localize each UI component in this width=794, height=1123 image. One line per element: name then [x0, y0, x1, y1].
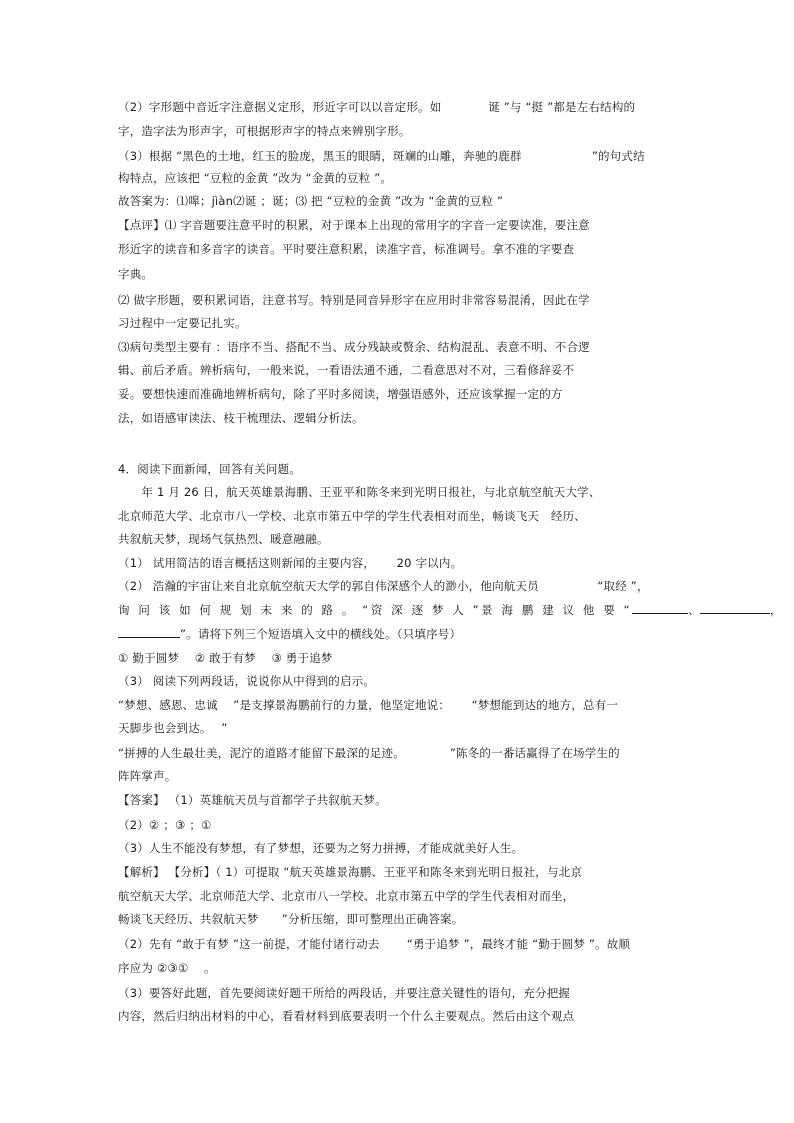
analysis-line: 序应为 ②③① 。: [118, 961, 216, 975]
analysis-line: 内容，然后归纳出材料的中心，看看材料到底要表明一个什么主要观点。然后由这个观点: [118, 1009, 575, 1023]
analysis-line: 航空航天大学、北京师范大学、北京市八一学校、北京市第五中学的学生代表相对而坐，: [118, 889, 575, 903]
text-line: “梦想、感恩、忠诚 ”是支撑景海鹏前行的力量，他坚定地说： “梦想能到达的地方，总有一: [118, 698, 619, 712]
analysis-line: 【解析】 【分析】（ 1）可提取 “航天英雄景海鹏、王亚平和陈冬来到光明日报社，与北京: [118, 865, 583, 879]
answer-line: （3）人生不能没有梦想，有了梦想，还要为之努力拼搏，才能成就美好人生。: [118, 841, 524, 855]
text-line: （3） 阅读下列两段话，说说你从中得到的启示。: [118, 674, 376, 688]
text-line: （2） 浩瀚的宇宙让来自北京航空航天大学的郭自伟深感个人的渺小，他向航天员 “取经 ”，: [118, 579, 649, 593]
question-heading: 4．阅读下面新闻，回答有关问题。: [118, 462, 302, 476]
fill-blank[interactable]: [118, 626, 180, 638]
text-line: 天脚步也会到达。 ”: [118, 721, 228, 735]
text-line: ① 勤于圆梦 ② 敢于有梦 ③ 勇于追梦: [118, 651, 333, 665]
text-line: 形近字的读音和多音字的读音。平时要注意积累，读准字音，标准调号。拿不准的字要查: [118, 242, 575, 256]
text-segment: ，: [769, 603, 782, 617]
text-line: 北京师范大学、北京市八一学校、北京市第五中学的学生代表相对而坐，畅谈飞天 经历、: [118, 509, 586, 523]
text-segment: 、: [688, 603, 700, 617]
text-line: 习过程中一定要记扎实。: [118, 316, 247, 330]
fill-blank[interactable]: [632, 602, 688, 614]
text-line: “拼搏的人生最壮美，泥泞的道路才能留下最深的足迹。 ”陈冬的一番话赢得了在场学生的: [118, 746, 620, 760]
analysis-line: （2）先有 “敢于有梦 ”这一前提，才能付诸行动去 “勇于追梦 ”，最终才能 “勤于圆梦 ”。故顺: [118, 937, 631, 951]
text-line: 法，如语感审读法、枝干梳理法、逻辑分析法。: [118, 411, 364, 425]
text-line: （2）字形题中音近字注意据义定形，形近字可以以音定形。如 诞 ”与 “挺 ”都是左右结构的: [118, 100, 636, 114]
text-line: 辑、前后矛盾。辨析病句，一般来说，一看语法通不通，二看意思对不对，三看修辞妥不: [118, 363, 575, 377]
text-segment: ”。请将下列三个短语填入文中的横线处。（只填序号）: [180, 627, 462, 641]
analysis-line: 畅谈飞天经历、共叙航天梦 ”分析压缩，即可整理出正确答案。: [118, 912, 464, 926]
text-segment: 询 问 该 如 何 规 划 未 来 的 路 。 “资 深 逐 梦 人 ”景 海 鹏 建 议 他 要 “: [118, 603, 633, 617]
text-line: 构特点，应该把 “豆粒的金黄 ”改为 “金黄的豆粒 ”。: [118, 171, 393, 185]
text-line: 共叙航天梦，现场气氛热烈、暖意融融。: [118, 532, 329, 546]
answer-line: 【答案】 （1）英雄航天员与首都学子共叙航天梦。: [118, 793, 387, 807]
fill-blank[interactable]: [700, 602, 770, 614]
text-line-with-blanks: [118, 602, 782, 618]
text-line: 字，造字法为形声字，可根据形声字的特点来辨别字形。: [118, 124, 411, 138]
text-line: 妥。要想快速而准确地辨析病句，除了平时多阅读，增强语感外，还应该掌握一定的方: [118, 387, 563, 401]
text-line-with-blanks: [118, 626, 678, 642]
text-line: 字典。: [118, 267, 154, 281]
text-line: ⑵ 做字形题，要积累词语，注意书写。特别是同音异形字在应用时非常容易混淆，因此在学: [118, 293, 590, 307]
text-line: 【点评】⑴ 字音题要注意平时的积累，对于课本上出现的常用字的字音一定要读准，要注意: [118, 218, 590, 232]
text-line: ⑶病句类型主要有 ：语序不当、搭配不当、成分残缺或赘余、结构混乱、表意不明、不合逻: [118, 340, 590, 354]
text-line: （3）根据 “黑色的土地，红玉的脸庞，黑玉的眼睛，斑斓的山雕，奔驰的鹿群 ”的句式结: [118, 149, 645, 163]
answer-line: （2）② ；③ ；①: [118, 818, 212, 832]
text-line: （1） 试用简洁的语言概括这则新闻的主要内容， 20 字以内。: [118, 556, 463, 570]
analysis-line: （3）要答好此题，首先要阅读好题干所给的两段话，并要注意关键性的语句，充分把握: [118, 986, 571, 1000]
text-line: 年 1 月 26 日，航天英雄景海鹏、王亚平和陈冬来到光明日报社，与北京航空航天大学、: [118, 485, 601, 499]
text-line: 故答案为：⑴嗥；jìàn⑵诞 ；诞；⑶ 把 “豆粒的金黄 ”改为 “金黄的豆粒 ”: [118, 194, 504, 208]
text-line: 阵阵掌声。: [118, 769, 177, 783]
